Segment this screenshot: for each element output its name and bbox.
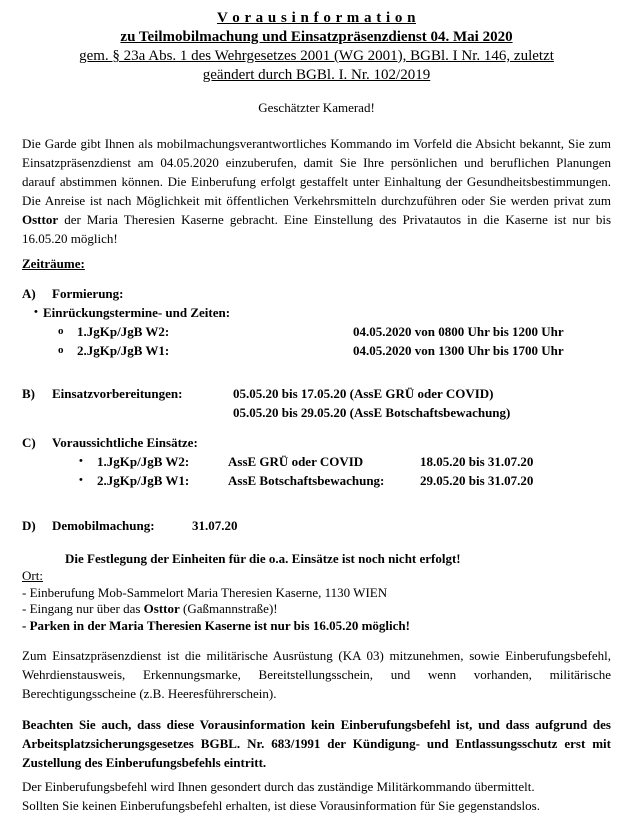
section-a-heading xyxy=(22,284,611,303)
section-a-subheading xyxy=(34,303,611,322)
section-a xyxy=(22,284,611,360)
unit-label: 1.JgKp/JgB W2: xyxy=(77,324,170,339)
section-c-label: C) xyxy=(22,435,36,450)
unit-time: 04.05.2020 von 0800 Uhr bis 1200 Uhr xyxy=(353,324,564,339)
section-b xyxy=(22,384,611,422)
title-line-2: zu Teilmobilmachung und Einsatzpräsenzdienst 04. Mai 2020 xyxy=(120,29,513,45)
unit-dates: 18.05.20 bis 31.07.20 xyxy=(420,454,534,469)
demobilization-date: 31.07.20 xyxy=(192,518,238,533)
document-header xyxy=(22,9,611,117)
section-b-lines xyxy=(233,384,510,422)
formation-row xyxy=(58,322,611,341)
unit-label: 1.JgKp/JgB W2: xyxy=(97,454,190,469)
section-d-label: D) xyxy=(22,518,36,533)
ort-line-3: - Parken in der Maria Theresien Kaserne ist nur bis 16.05.20 möglich! xyxy=(22,617,410,633)
ort-line-2-bold-osttor: Osttor xyxy=(143,601,180,616)
unit-label: 2.JgKp/JgB W1: xyxy=(77,343,170,358)
ort-line-2 xyxy=(22,601,611,618)
intro-bold-osttor: Osttor xyxy=(22,212,59,227)
ort-heading: Ort: xyxy=(22,568,43,583)
closing-line-1: Der Einberufungsbefehl wird Ihnen gesondert durch das zuständige Militärkommando übermittelt. xyxy=(22,779,535,794)
unit-label: 2.JgKp/JgB W1: xyxy=(97,473,190,488)
preparation-line: 05.05.20 bis 17.05.20 (AssE GRÜ oder COVID) xyxy=(233,386,494,401)
section-d xyxy=(22,516,611,535)
intro-text-1: Die Garde gibt Ihnen als mobilmachungsverantwortliches Kommando im Vorfeld die Absicht bekannt, Sie zum Einsatzpräsenzdienst am 04.05.2020 einzuberufen, damit Sie Ihre persönlichen und beruflichen Planungen darauf abstimmen können. Die Einberufung erfolgt gestaffelt unter Einhaltung der Gesundheitsbestimmungen. Die Anreise ist nach Möglichkeit mit öffentlichen Verkehrsmitteln durchzuführen oder Sie werden privat zum xyxy=(22,136,611,208)
circle-bullet-icon: o xyxy=(58,325,64,337)
section-c-title: Voraussichtliche Einsätze: xyxy=(52,435,198,450)
formation-row xyxy=(58,341,611,360)
warning-paragraph: Beachten Sie auch, dass diese Vorausinformation kein Einberufungsbefehl ist, und dass aufgrund des Arbeitsplatzsicherungsgesetzes BGBL. Nr. 683/1991 der Kündigung- und Entlassungsschutz erst mit Zustellung des Einberufungsbefehls eintritt. xyxy=(22,717,611,770)
ort-line-2-text-1: - Eingang nur über das xyxy=(22,601,144,616)
title-line-3: gem. § 23a Abs. 1 des Wehrgesetzes 2001 (WG 2001), BGBl. I Nr. 146, zuletzt xyxy=(79,48,554,64)
bullet-icon: • xyxy=(79,455,83,467)
circle-bullet-icon: o xyxy=(58,344,64,356)
ort-section xyxy=(22,568,611,634)
section-a-subheading-label: Einrückungstermine- und Zeiten: xyxy=(43,305,231,320)
preparation-line: 05.05.20 bis 29.05.20 (AssE Botschaftsbewachung) xyxy=(233,405,511,420)
closing-line-2: Sollten Sie keinen Einberufungsbefehl erhalten, ist diese Vorausinformation für Sie gegenstandslos. xyxy=(22,797,540,813)
zeitraeume-heading: Zeiträume: xyxy=(22,256,85,271)
intro-text-2: der Maria Theresien Kaserne gebracht. Eine Einstellung des Privatautos in die Kaserne ist nur bis 16.05.20 möglich! xyxy=(22,212,611,246)
section-b-title: Einsatzvorbereitungen: xyxy=(52,386,183,401)
section-b-label: B) xyxy=(22,386,35,401)
unit-mission: AssE Botschaftsbewachung: xyxy=(228,473,385,488)
unit-mission: AssE GRÜ oder COVID xyxy=(228,454,364,469)
salutation: Geschätzter Kamerad! xyxy=(258,100,375,115)
ort-line-2-text-2: (Gaßmannstraße)! xyxy=(179,601,278,616)
unit-time: 04.05.2020 von 1300 Uhr bis 1700 Uhr xyxy=(353,343,564,358)
closing-paragraph xyxy=(22,778,611,815)
section-d-title: Demobilmachung: xyxy=(52,518,155,533)
title-line-1: V o r a u s i n f o r m a t i o n xyxy=(216,10,417,26)
bullet-icon: • xyxy=(34,306,38,318)
section-a-label: A) xyxy=(22,286,36,301)
bullet-icon: • xyxy=(79,474,83,486)
section-a-title: Formierung: xyxy=(52,286,124,301)
units-notice: Die Festlegung der Einheiten für die o.a. Einsätze ist noch nicht erfolgt! xyxy=(65,551,461,566)
ort-line-1: - Einberufung Mob-Sammelort Maria Theresien Kaserne, 1130 WIEN xyxy=(22,584,388,600)
section-c xyxy=(22,433,611,490)
section-c-heading xyxy=(22,433,611,452)
intro-paragraph xyxy=(22,134,611,248)
title-line-4: geändert durch BGBl. I. Nr. 102/2019 xyxy=(202,67,431,83)
equipment-paragraph: Zum Einsatzpräsenzdienst ist die militärische Ausrüstung (KA 03) mitzunehmen, sowie Einberufungsbefehl, Wehrdienstausweis, Erkennungsmarke, Bereitstellungsschein, und wenn vorhanden, militärische Berechtigungsscheine (z.B. Heeresführerschein). xyxy=(22,648,611,701)
deployment-row xyxy=(79,471,611,490)
unit-dates: 29.05.20 bis 31.07.20 xyxy=(420,473,534,488)
deployment-row xyxy=(79,452,611,471)
